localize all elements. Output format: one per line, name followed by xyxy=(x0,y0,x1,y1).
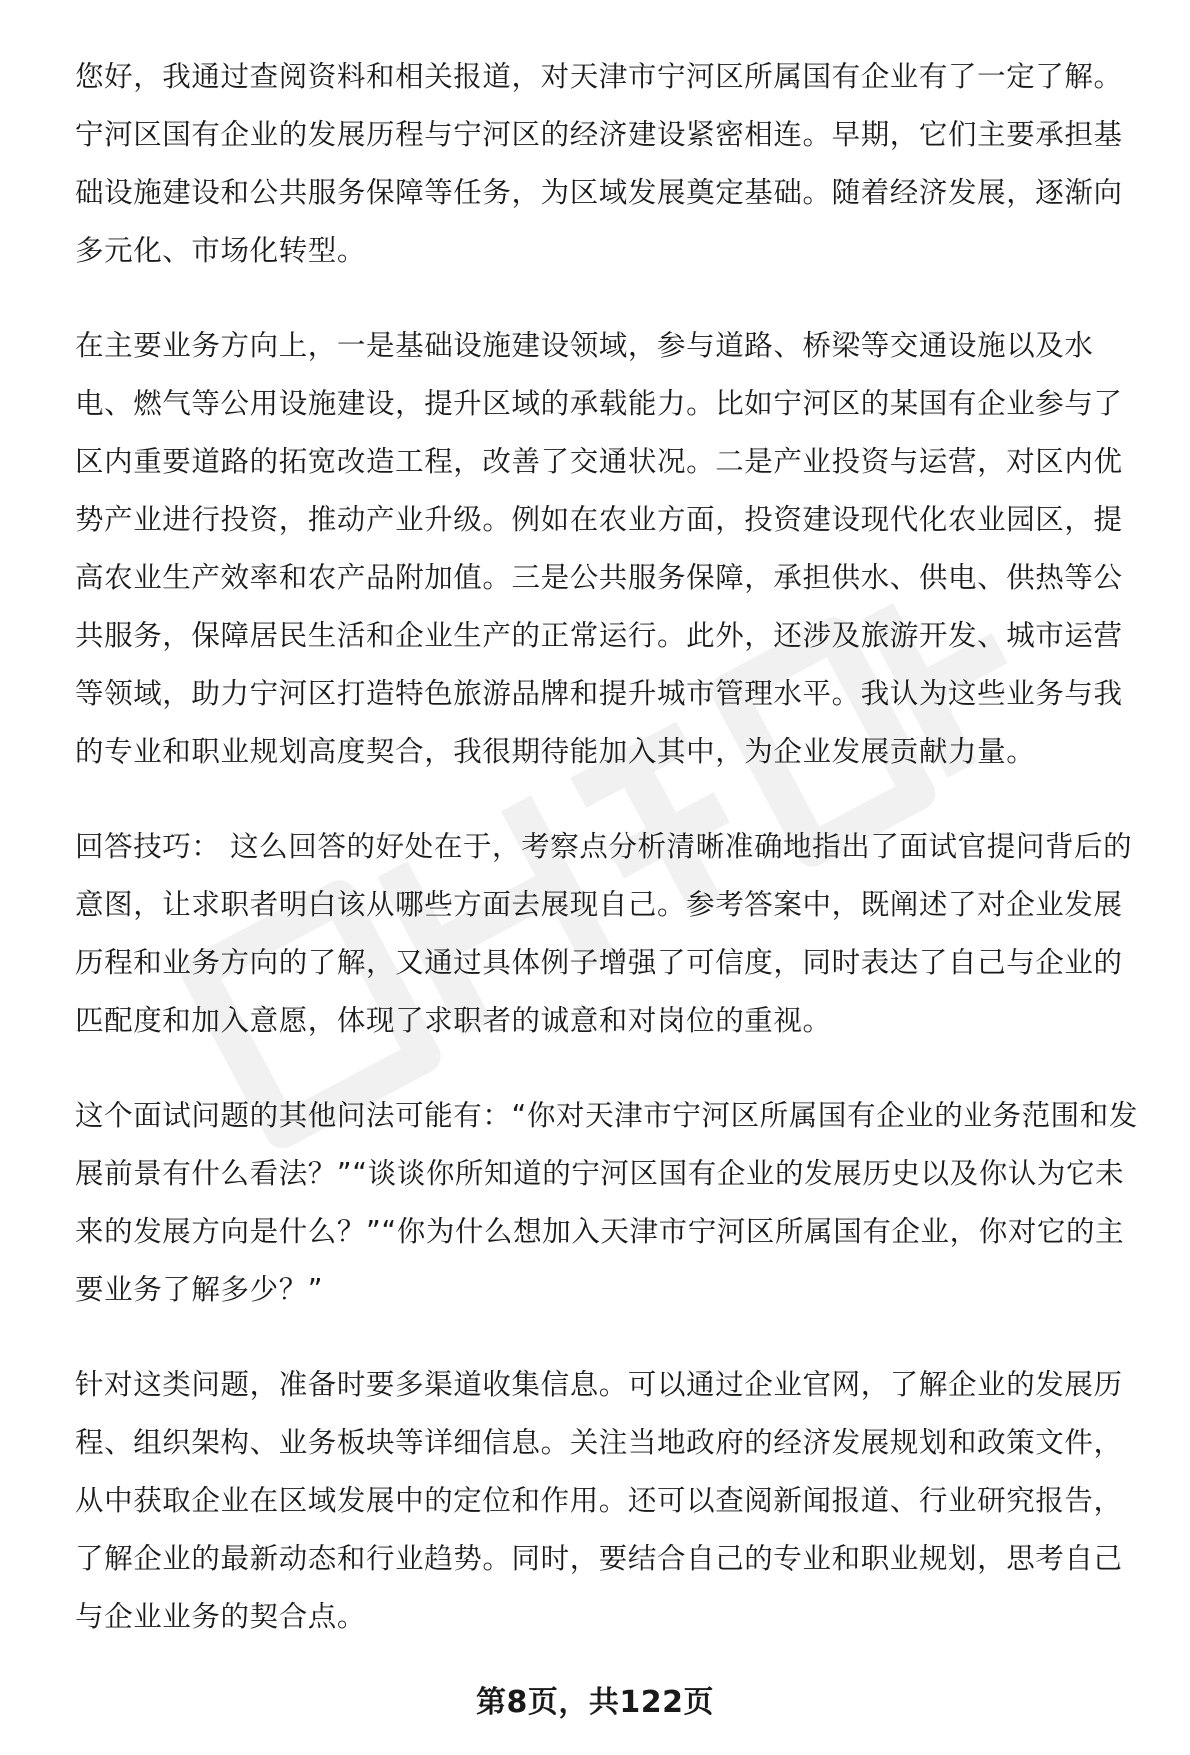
text-line: 在主要业务方向上，一是基础设施建设领域，参与道路、桥梁等交通设施以及水 xyxy=(75,329,1094,362)
document-body xyxy=(75,48,1175,1683)
text-line: 势产业进行投资，推动产业升级。例如在农业方面，投资建设现代化农业园区，提 xyxy=(75,503,1123,536)
paragraph-intro xyxy=(75,48,1175,280)
paragraph-business-directions xyxy=(75,317,1175,781)
text-line: 高农业生产效率和农产品附加值。三是公共服务保障，承担供水、供电、供热等公 xyxy=(75,561,1123,594)
text-line: 意图，让求职者明白该从哪些方面去展现自己。参考答案中，既阐述了对企业发展 xyxy=(75,888,1123,921)
text-line: 程、组织架构、业务板块等详细信息。关注当地政府的经济发展规划和政策文件， xyxy=(75,1426,1123,1459)
paragraph-preparation-advice xyxy=(75,1356,1175,1646)
text-line: 从中获取企业在区域发展中的定位和作用。还可以查阅新闻报道、行业研究报告， xyxy=(75,1484,1123,1517)
text-line: 了解企业的最新动态和行业趋势。同时，要结合自己的专业和职业规划，思考自己 xyxy=(75,1542,1123,1575)
text-line: 础设施建设和公共服务保障等任务，为区域发展奠定基础。随着经济发展，逐渐向 xyxy=(75,176,1123,209)
text-line: 历程和业务方向的了解，又通过具体例子增强了可信度，同时表达了自己与企业的 xyxy=(75,946,1123,979)
text-line: 展前景有什么看法？”“谈谈你所知道的宁河区国有企业的发展历史以及你认为它未 xyxy=(75,1157,1125,1190)
text-line: 来的发展方向是什么？”“你为什么想加入天津市宁河区所属国有企业，你对它的主 xyxy=(75,1215,1125,1248)
paragraph-alternative-questions xyxy=(75,1087,1175,1319)
text-line: 这个面试问题的其他问法可能有：“你对天津市宁河区所属国有企业的业务范围和发 xyxy=(75,1099,1138,1132)
text-line: 针对这类问题，准备时要多渠道收集信息。可以通过企业官网，了解企业的发展历 xyxy=(75,1368,1123,1401)
text-line: 多元化、市场化转型。 xyxy=(75,234,367,267)
text-line: 共服务，保障居民生活和企业生产的正常运行。此外，还涉及旅游开发、城市运营 xyxy=(75,619,1123,652)
text-line: 等领域，助力宁河区打造特色旅游品牌和提升城市管理水平。我认为这些业务与我 xyxy=(75,677,1123,710)
text-line: 宁河区国有企业的发展历程与宁河区的经济建设紧密相连。早期，它们主要承担基 xyxy=(75,118,1123,151)
page-number-footer: 第8页，共122页 xyxy=(476,1685,714,1720)
text-line: 的专业和职业规划高度契合，我很期待能加入其中，为企业发展贡献力量。 xyxy=(75,735,1036,768)
text-line: 要业务了解多少？” xyxy=(75,1273,324,1306)
text-line: 回答技巧： 这么回答的好处在于，考察点分析清晰准确地指出了面试官提问背后的 xyxy=(75,830,1133,863)
text-line: 您好，我通过查阅资料和相关报道，对天津市宁河区所属国有企业有了一定了解。 xyxy=(75,60,1123,93)
text-line: 与企业业务的契合点。 xyxy=(75,1600,367,1633)
paragraph-answer-tips xyxy=(75,818,1175,1050)
text-line: 区内重要道路的拓宽改造工程，改善了交通状况。二是产业投资与运营，对区内优 xyxy=(75,445,1123,478)
text-line: 匹配度和加入意愿，体现了求职者的诚意和对岗位的重视。 xyxy=(75,1004,832,1037)
text-line: 电、燃气等公用设施建设，提升区域的承载能力。比如宁河区的某国有企业参与了 xyxy=(75,387,1123,420)
